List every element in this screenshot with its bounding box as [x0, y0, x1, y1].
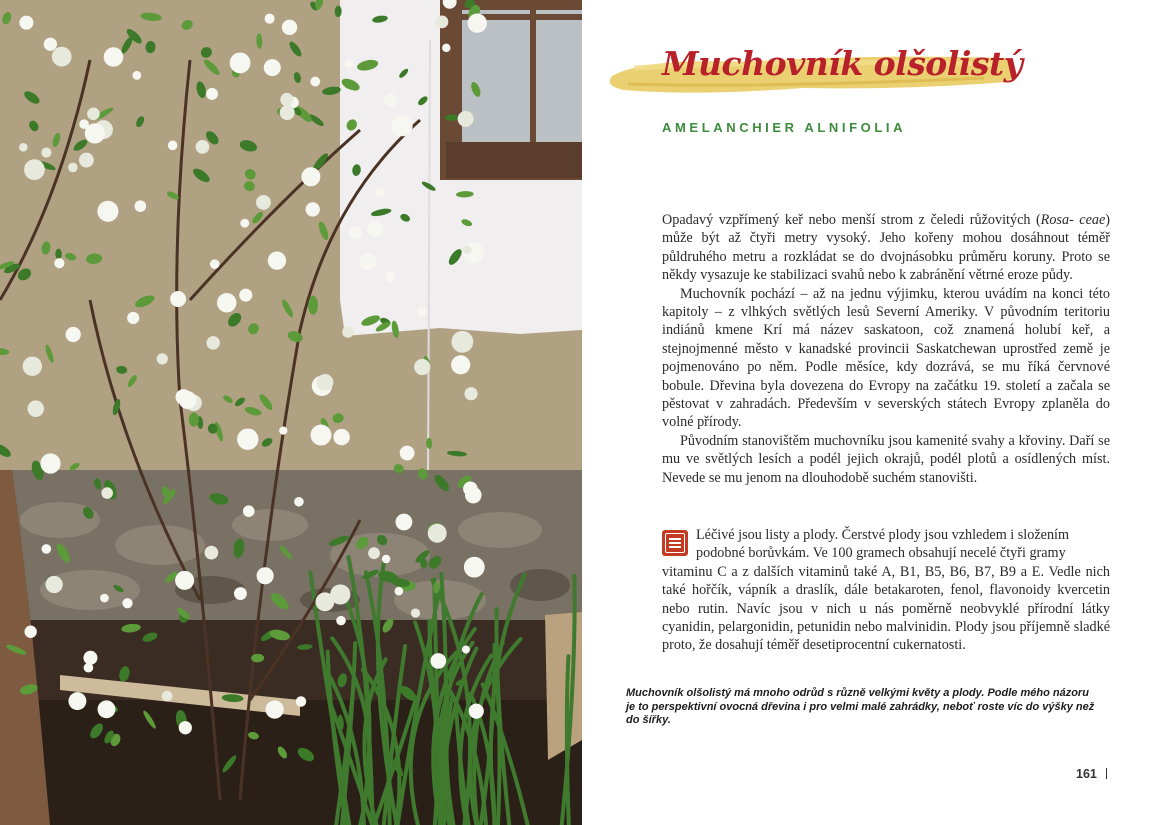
- blossom: [310, 425, 331, 446]
- blossom: [162, 691, 173, 702]
- blossom: [336, 616, 346, 626]
- blossom: [280, 105, 295, 120]
- page-number-divider: [1106, 768, 1107, 779]
- blossom: [179, 721, 192, 734]
- medicinal-book-icon: [662, 530, 688, 556]
- blossom: [384, 94, 397, 107]
- blossom: [24, 159, 45, 180]
- paragraph-1: Opadavý vzpřímený keř nebo menší strom z čeledi růžovitých (Rosa- ceae) může být až čtyři metry vysoký. Jeho kořeny mohou dosáhnout téměř půldruhého metru a rozkládat se do dvojnásobku průměru koruny. Proto se někdy vysazuje ke stabilizaci svahů nebo k zabránění větrné eroze půdy.: [662, 212, 1110, 284]
- blossom: [237, 428, 258, 449]
- blossom: [66, 327, 81, 342]
- blossom: [243, 505, 255, 517]
- blossom: [127, 312, 139, 324]
- blossom: [265, 14, 275, 24]
- blossom: [175, 571, 194, 590]
- main-text: [662, 211, 1110, 487]
- blossom: [464, 557, 485, 578]
- blossom: [23, 357, 42, 376]
- blossom: [436, 16, 449, 29]
- blossom: [157, 353, 168, 364]
- blossom: [458, 111, 474, 127]
- blossom: [268, 251, 286, 269]
- blossom: [84, 663, 94, 673]
- blossom: [206, 88, 218, 100]
- blossom: [428, 524, 447, 543]
- blossom: [417, 306, 427, 316]
- blossom: [316, 592, 335, 611]
- blossom: [430, 653, 446, 669]
- blossom: [54, 258, 64, 268]
- blossom: [400, 446, 415, 461]
- blossom: [41, 148, 51, 158]
- blossom: [206, 336, 219, 349]
- blossom: [342, 326, 354, 338]
- blossom: [301, 167, 320, 186]
- photo-caption: Muchovník olšolistý má mnoho odrůd s různě velkými květy a plody. Podle mého názoru je to perspektivní ovocná dřevina i pro velmi malé zahrádky, neboť roste víc do výšky než do šířky.: [626, 687, 1095, 727]
- blossom: [463, 481, 478, 496]
- blossom: [345, 59, 354, 68]
- blossom: [234, 587, 247, 600]
- blossom: [179, 391, 197, 409]
- blossom: [104, 47, 124, 67]
- blossom: [44, 38, 57, 51]
- blossom: [310, 77, 320, 87]
- blossom: [83, 651, 97, 665]
- blossom: [294, 497, 304, 507]
- blossom: [469, 704, 484, 719]
- blossom: [170, 291, 186, 307]
- page-number: 161: [1076, 767, 1107, 781]
- blossom: [468, 13, 487, 32]
- blossom: [451, 331, 473, 353]
- blossom: [442, 44, 450, 52]
- blossom: [256, 195, 271, 210]
- blossom: [349, 227, 362, 240]
- blossom: [230, 53, 251, 74]
- blossom: [25, 626, 37, 638]
- blossom: [46, 576, 63, 593]
- blossom: [279, 426, 287, 434]
- blossom: [414, 359, 430, 375]
- blossom: [135, 200, 147, 212]
- blossom: [395, 587, 404, 596]
- blossom: [280, 93, 293, 106]
- blossom: [122, 598, 132, 608]
- page-title: Muchovník olšolistý: [662, 44, 1023, 83]
- medicinal-section: Léčivé jsou listy a plody. Čerstvé plody jsou vzhledem i složením podobné borůvkám. Ve 100 gramech obsahují necelé čtyři gramy vitaminu C a z dalších vitaminů také A, B1, B5, B6, B7, B9 a E. Vedle nich také hořčík, vápník a draslík, dále betakaroten, fenol, flavonoidy kvercetin nebo rutin. Navíc jsou v nich u nás poměrně neobvyklé přírodní látky cyanidin, pelargonidin, petunidin nebo malvinidin. Plody jsou příjemně sladké proto, že dosahují téměř desetiprocentní cukernatosti.: [662, 527, 1110, 654]
- blossom: [239, 289, 252, 302]
- blossom: [196, 140, 210, 154]
- blossom: [282, 20, 297, 35]
- blossom: [210, 259, 220, 269]
- blossom: [204, 546, 218, 560]
- blossom: [27, 400, 44, 417]
- latin-name: AMELANCHIER ALNIFOLIA: [662, 120, 907, 135]
- blossom: [333, 429, 349, 445]
- blossom: [101, 487, 113, 499]
- paragraph-3: Původním stanovištěm muchovníku jsou kamenité svahy a křoviny. Daří se mu ve světlých lesích a podél jejich okrajů, podél plotů a osídlených míst. Nevede se mu jenom na dlouhodobě suchém stanovišti.: [662, 432, 1110, 486]
- book-page-161: [582, 0, 1157, 825]
- paragraph-2: Muchovník pochází – až na jednu výjimku, kterou uvádím na konci této kapitoly – z vlhkých světlých lesů Severní Ameriky. V původním teritoriu indiánů kmene Krí má název saskatoon, což znamená holubí keř, a stejnojmenné město v kanadské provincii Saskatchewan uprostřed země je pojmenováno po něm. Podle měsíce, kdy dozrává, se mu říká červnové bobule. Dřevina byla dovezena do Evropy na začátku 19. století a začala se pěstovat v zahradách. Především v severských státech Evropy zplaněla do volné přírody.: [662, 285, 1110, 431]
- blossom: [168, 141, 178, 151]
- blossom: [264, 59, 281, 76]
- blossom: [463, 245, 472, 254]
- blossom: [375, 188, 385, 198]
- blossom: [68, 692, 86, 710]
- blossom: [217, 293, 236, 312]
- blossom: [464, 387, 477, 400]
- blossom: [382, 555, 391, 564]
- leaf: [189, 412, 199, 426]
- blossom: [68, 163, 78, 173]
- blossom: [19, 16, 33, 30]
- blossom: [462, 645, 470, 653]
- blossom: [52, 47, 72, 67]
- blossom: [87, 108, 100, 121]
- blossom: [411, 608, 420, 617]
- blossom: [19, 143, 28, 152]
- blossom: [451, 355, 470, 374]
- blossom: [132, 71, 141, 80]
- title-block: [604, 38, 1024, 108]
- blossom: [368, 547, 380, 559]
- blossom: [257, 567, 274, 584]
- blossom: [98, 700, 116, 718]
- blossom: [40, 453, 60, 473]
- blossom: [396, 514, 413, 531]
- blossom: [97, 201, 118, 222]
- blossom: [240, 219, 249, 228]
- blossom: [100, 594, 109, 603]
- blossom: [79, 153, 94, 168]
- blossom: [265, 700, 283, 718]
- blossom: [367, 221, 383, 237]
- blossom: [42, 544, 52, 554]
- blossom: [392, 115, 413, 136]
- blossom: [317, 374, 334, 391]
- blossom: [296, 696, 306, 706]
- blossom: [385, 272, 395, 282]
- blossom: [359, 254, 376, 271]
- blossom: [85, 123, 105, 143]
- blossom: [306, 202, 320, 216]
